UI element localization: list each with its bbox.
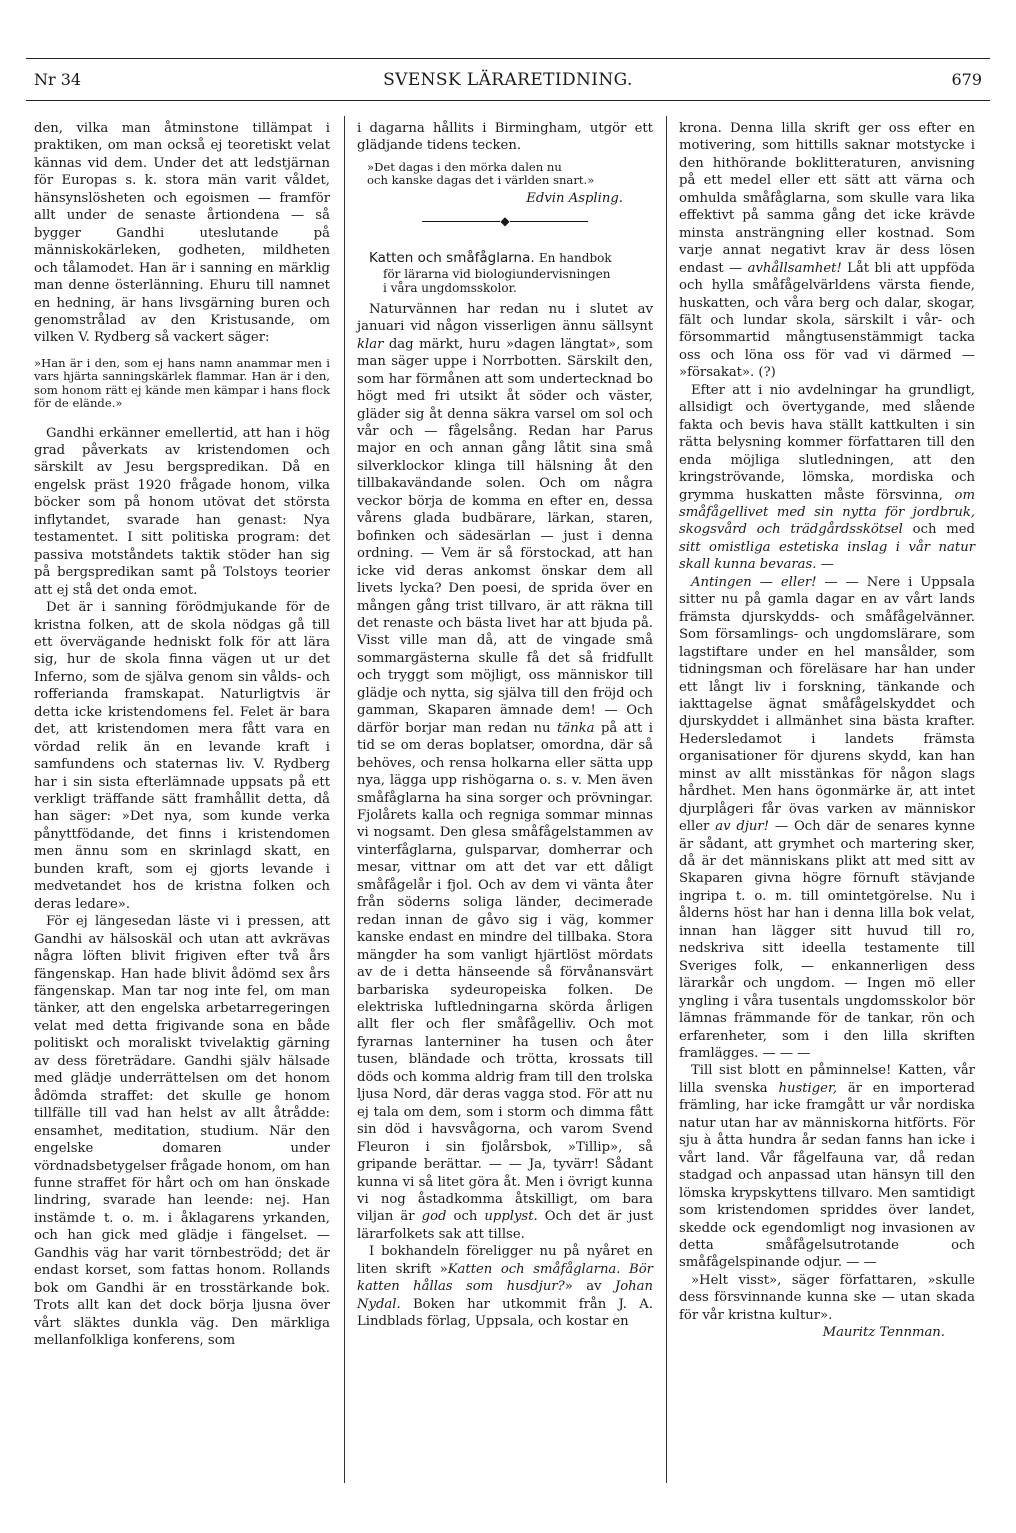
top-rule: [26, 58, 990, 59]
emphasis: upplyst.: [484, 1209, 538, 1225]
issue-number: Nr 34: [34, 70, 82, 89]
paragraph: [357, 1243, 653, 1330]
paragraph: För ej längesedan läste vi i pressen, att Gandhi av hälsoskäl och utan att avkrävas några löften blivit frigiven efter två års fängenskap. Han hade blivit ådömd sex års fängenskap. Man tar nog inte fel, om man tänker, att den engelska arbetarregeringen velat med detta frigivande sona en både politiskt och moraliskt tvivelaktig gärning av dess företrädare. Gandhi själv hälsade med glädje underrättelsen om det honom ådömda straffet: det skulle ge honom tillfälle till vad han helst av allt åtrådde: ensamhet, meditation, studium. När den engelske domaren under vördnadsbetygelser frågade honom, om han funne straffet för hårt och om han önskade lindring, svarade han leende: nej. Han instämde t. o. m. i åklagarens yrkanden, och han gick med glädje i fängelset. — Gandhis väg har varit törnbeströdd; det är endast korset, som fattas honom. Rollands bok om Gandhi är en trosstärkande bok. Trots allt kan det dock börja ljusna över vårt släktes dunkla väg. Den märkliga mellanfolkliga konferens, som: [34, 914, 330, 1349]
emphasis: god: [421, 1209, 447, 1225]
article-subtitle: för lärarna vid biologiundervisningen: [383, 266, 611, 281]
emphasis: tänka: [556, 720, 595, 736]
paragraph: »Helt visst», säger författaren, »skulle dess försvinnande kunna ske — utan skada för vår kristna kultur».: [679, 1272, 975, 1323]
text: Låt bli att uppföda och hylla småfågelvärldens värsta fiende, huskatten, och våra berg och dalar, skogar, fält och lundar skola, särskilt i vår- och försommartid mångtusenstämmigt tacka oss och löna oss för vad vi därmed — »försakat». (?): [679, 260, 975, 381]
book-title: Katten och småfåglarna. Bör katten hållas som husdjur?: [357, 1261, 653, 1295]
paragraph: den, vilka man åtminstone tillämpat i praktiken, om man också ej teoretiskt velat kännas vid dem. Under det att ledstjärnan för Europas s. k. stora män varit våldet, hänsynslösheten och egoismen — framför allt under de senaste årtiondena — så bygger Gandhi uteslutande på människokärleken, godheten, mildheten och tålamodet. Han är i sanning en märklig man denne österlänning. Ehuru till namnet en hedning, är hans livsgärning buren och genomstrålad av den Kristusande, om vilken V. Rydberg så vackert säger:: [34, 121, 330, 346]
paragraph: Det är i sanning förödmjukande för de kristna folken, att de skola nödgas gå till ett övervägande hedniskt folk för att lära sig, hur de skola finna vägen ut ur det Inferno, som de själva genom sin vålds- och rofferianda framskapat. Naturligtvis är detta icke kristendomens fel. Felet är bara det, att kristendomen mera fått vara en vördad relik än en levande kraft i samfundens och staternas liv. V. Rydberg har i sin sista efterlämnade uppsats på ett verkligt träffande sätt framhållit detta, då han säger: »Det nya, som kunde verka pånyttfödande, det finns i kristendomen men ännu som en skrinlagd skatt, en bunden kraft, som ej gjorts levande i medvetandet hos de kristna folken och deras ledare».: [34, 600, 330, 912]
text: Boken har utkommit från J. A. Lindblads förlag, Uppsala, och kostar en: [357, 1296, 653, 1330]
text: — — Nere i Uppsala sitter nu på gamla dagar en av vårt lands främsta djurskydds- och småfågelvänner. Som församlings- och ungdomslärare, som lagstiftare under en hel mansålder, som tidningsman och föreläsare har han under ett långt liv i forskning, tänkande och iakttagelse ägnat småfågelskyddet och djurskyddet i allmänhet sina bästa krafter. Hedersledamot i landets främsta organisationer för djurens skydd, kan han minst av allt misstänkas för någon slags hårdhet. Men hans ögonmärke är, att intet djurplågeri får övas varken av människor eller: [679, 574, 975, 835]
verse-line-1: »Det dagas i den mörka dalen nu: [367, 159, 562, 174]
paragraph: i dagarna hållits i Birmingham, utgör ett glädjande tidens tecken.: [357, 121, 653, 154]
column-divider: [344, 116, 345, 1483]
book-author: Johan Nydal.: [357, 1279, 653, 1312]
article-subtitle: En handbok: [538, 251, 612, 266]
emphasis: av djur!: [715, 819, 770, 835]
signature: Edvin Aspling.: [526, 190, 623, 206]
text: I bokhandeln föreligger nu på nyåret en liten skrift »: [357, 1244, 653, 1277]
text: är en importerad främling, har icke framgått ur vår nordiska natur utan har av människorna hitförts. För sju à åtta hundra år sedan fanns han icke i vårt land. Vår fågelfauna var, då redan stadgad och anpassad utan hänsyn till den lömska krypskyttens tillvaro. Men samtidigt som kristendomen spriddes över landet, skedde ock egendomligt nog invasionen av detta småfågelsutrotande och småfågelspinande odjur. — —: [679, 1080, 975, 1271]
paragraph: [679, 382, 975, 574]
column-2: [357, 120, 653, 1331]
page-number: 679: [951, 70, 982, 89]
text: — Och där de senares kynne är sådant, att grymhet och martering sker, då är det människans plikt att med sitt av Skaparen givna högre förnuft stävjande ingripa t. o. m. till omintetgörelse. Nu i ålderns höst har han i denna lilla bok velat, innan han lägger sitt huvud till ro, nedskriva sitt ideella testamente till Sveriges folk, — enkannerligen dess lärarkår och ungdom. — Ingen mö eller yngling i våra tusentals ungdomsskolor bör lämnas främmande för de tankar, rön och erfarenheter, som i den lilla skriften framlägges. — — —: [679, 819, 975, 1062]
text: Och det är just lärarfolkets sak att tillse.: [357, 1209, 653, 1242]
emphasis: sitt omistliga estetiska inslag i vår natur skall kunna bevaras.: [679, 539, 975, 573]
text: och: [446, 1209, 485, 1225]
emphasis: Antingen — eller!: [691, 574, 817, 590]
text: och med: [902, 522, 975, 538]
emphasis: hustiger,: [778, 1080, 838, 1096]
paragraph: Gandhi erkänner emellertid, att han i hög grad påverkats av kristendomen och särskilt av Jesu bergspredikan. Då en engelsk präst 1920 frågade honom, vilka böcker som på honom utövat det största inflytandet, svarade han genast: Nya testamentet. I sitt politiska program: det passiva motståndets taktik stöder han sig på bergspredikan samt på Tolstoys teorier att ej stå det onda emot.: [34, 425, 330, 598]
article-title: Katten och småfåglarna.: [369, 250, 535, 267]
column-divider: [666, 116, 667, 1483]
signature: Mauritz Tennman.: [822, 1325, 945, 1341]
article-heading: [357, 251, 653, 295]
rydberg-quote: »Han är i den, som ej hans namn anammar men i vars hjärta sanningskärlek flammar. Han är i den, som honom rätt ej kände men kämpar i hans flock för de elände.»: [34, 355, 330, 411]
journal-title: SVENSK LÄRARETIDNING.: [383, 70, 633, 90]
paragraph: [679, 574, 975, 1063]
emphasis: om småfågellivet med sin nytta för jordbruk, skogsvård och trädgårdsskötsel: [679, 487, 975, 538]
column-3: [679, 120, 975, 1342]
text: krona. Denna lilla skrift ger oss efter en motivering, som hittills saknar motstycke i den hithörande boklitteraturen, anvisning på ett medel eller ett sätt att värna och omhulda småfåglarna, som skulle vara lika effektivt på samma gång det icke krävde minsta ansträngning eller kostnad. Som varje annat negativt krav är dess lösen endast —: [679, 121, 975, 276]
text: » av: [564, 1279, 615, 1295]
text: Naturvännen har redan nu i slutet av januari vid någon visserligen ännu sällsynt: [357, 301, 653, 335]
paragraph: [357, 301, 653, 1243]
paragraph: [679, 120, 975, 382]
verse-line-2: och kanske dagas det i världen snart.»: [367, 173, 595, 188]
text: —: [816, 557, 834, 573]
paragraph: [679, 1062, 975, 1271]
verse-line: [357, 161, 653, 188]
text: på att i tid se om deras boplatser, omordna, där så behöves, och rensa holkarna eller sätta upp nya, lägga upp rishögarna o. s. v. Men även småfåglarna ha sina sorger och prövningar. Fjolårets kalla och regniga sommar minnas vi nogsamt. Den glesa småfågelstammen av vinterfåglarna, gulsparvar, domherrar och mesar, vittnar om att det var ett dåligt småfågelår i fjol. Och av dem vi vänta åter från söderns soliga länder, decimerade redan innan de gåvo sig i väg, kommer kanske endast en mindre del tillbaka. Stora mängder ha som vanligt hjärtlöst mördats av de i detta hänseende så förvånansvärt barbariska sydeuropeiska folken. De elektriska luftledningarna skörda årligen allt fler och fler småfågelliv. Och mot fyrarnas lanterniner ha tusen och åter tusen, bländade och trötta, krossats till döds och komma aldrig fram till den trolska ljusa Nord, där deras vagga stod. För att nu ej tala om dem, som i storm och dimma fått sin död i havsvågorna, och varom Svend Fleuron i sin fjolårsbok, »Tillip», så gripande berättar. — — Ja, tyvärr! Sådant kunna vi så litet göra åt. Men i övrigt kunna vi nog åstadkomma åtskilligt, om bara viljan är: [357, 720, 653, 1225]
header-rule: [26, 100, 990, 101]
text: Efter att i nio avdelningar ha grundligt, allsidigt och övertygande, med slående fakta och bevis hava ställt kattkulten i sin rätta belysning kommer författaren till den enda möjliga slutledningen, att den kringströvande, lömska, mordiska och grymma huskatten måste försvinna,: [679, 382, 975, 503]
emphasis: klar: [357, 336, 384, 352]
section-ornament: ◆: [357, 213, 653, 231]
column-1: [34, 120, 330, 1350]
text: Till sist blott en påminnelse! Katten, vår lilla svenska: [679, 1063, 975, 1096]
emphasis: avhållsamhet!: [747, 260, 842, 276]
text: dag märkt, huru »dagen längtat», som man säger uppe i Norrbotten. Särskilt den, som har förmånen att som undertecknad bo högt med fri utsikt åt söder och väster, gläder sig åt denna säkra varsel om sol och vår och — fågelsång. Redan har Parus major en och annan gång låtit sina små silverklockor klinga till hälsning åt den tillbakavändande solen. Och om några veckor börja de komma en efter en, dessa vårens glada budbärare, lärkan, staren, bofinken och sädesärlan — just i denna ordning. — Vem är så förstockad, att han icke vid deras ankomst önskar dem all livets lycka? Den poesi, de sprida över en mången gång trist tillvaro, är att räkna till det renaste och bästa livet har att bjuda på. Visst ville man då, att de vingade små sommargästerna skulle få det så fridfullt och tryggt som möjligt, oss människor till glädje och nytta, sig själva till den fröjd och gamman, Skaparen ämnade dem! — Och därför borjar man redan nu: [357, 336, 653, 736]
page-header: [34, 70, 982, 100]
article-subtitle: i våra ungdomsskolor.: [383, 280, 517, 295]
